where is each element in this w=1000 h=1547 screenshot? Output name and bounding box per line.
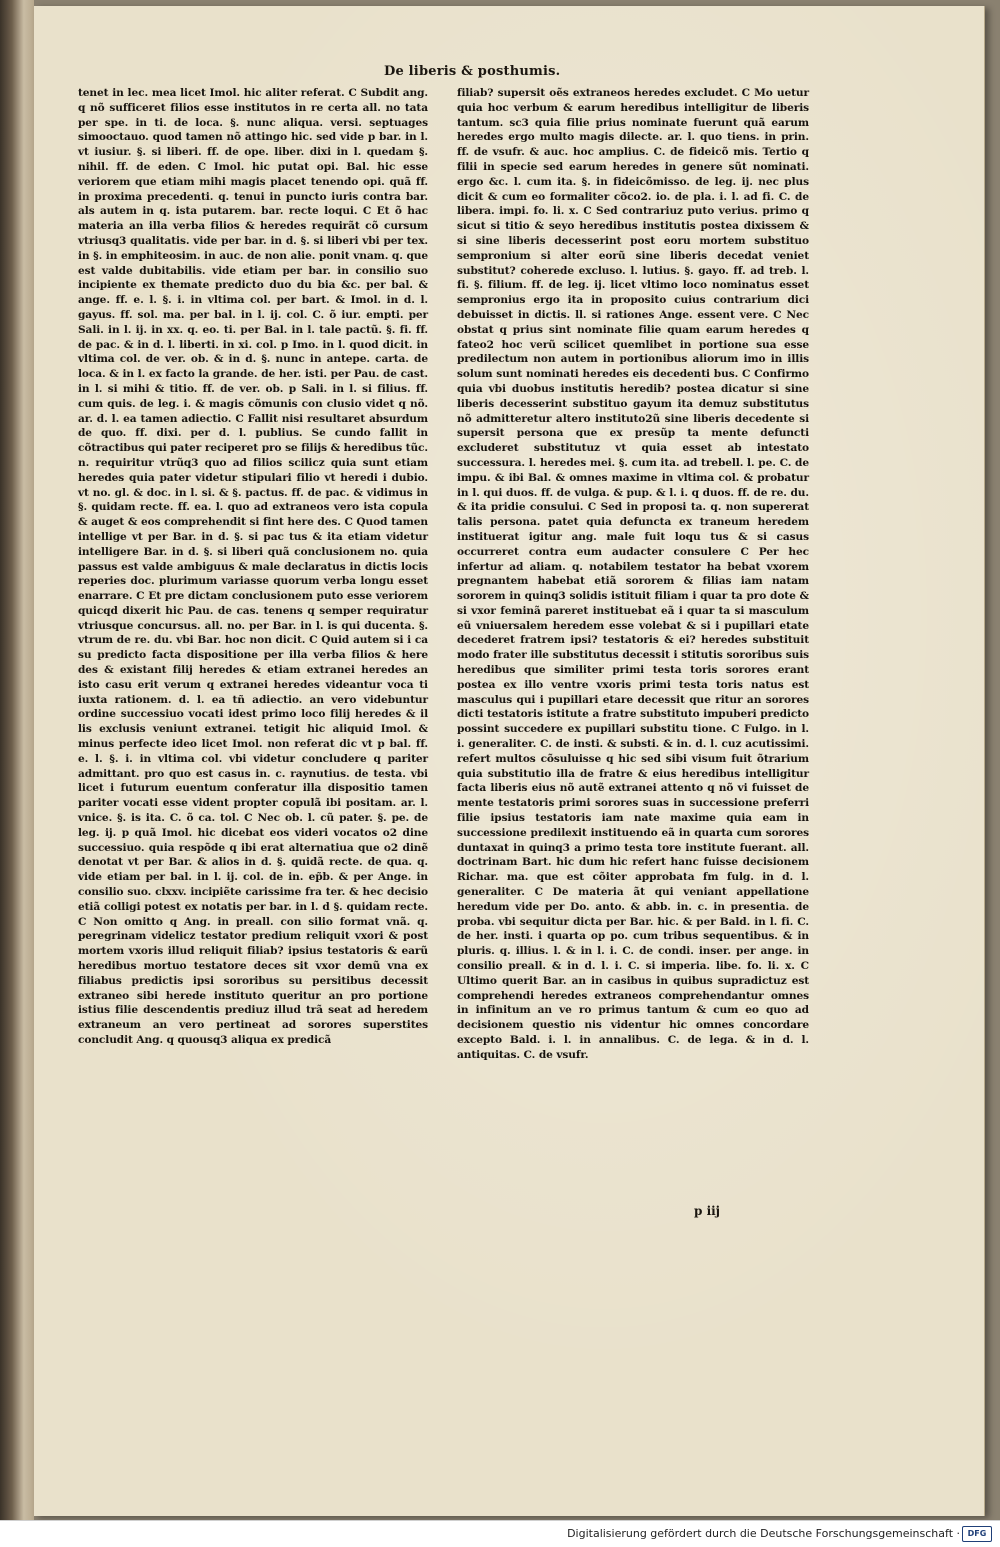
left-column-text: tenet in lec. mea licet Imol. hic aliter referat. C Subdit ang. q nõ sufficeret filios esse institutos in re certa all. no tata per spe. in ti. de loca. §. nunc aliqua. versi. septuages simooctauo. quod tamen nõ attingo hic. sed vide p bar. in l. vt iusiur. §. si liberi. ff. de ope. liber. dixi in l. quedam §. nihil. ff. de eden. C Imol. hic putat opi. Bal. hic esse veriorem que etiam mihi magis placet tenendo opi. quã ff. in proxima precedenti. q. tenui in puncto iuris contra bar. als autem in q. ista putarem. bar. recte loqui. C Et õ hac materia an illa verba filios & heredes requirãt cõ cursum vtriusq3 qualitatis. vide per bar. in d. §. si liberi vbi per tex. in §. in emphiteosim. in auc. de non alie. ponit vnam. q. que est valde dubitabilis. vide etiam per bar. in consilio suo incipiente ex themate predicto duo du bia &c. per bal. & ange. ff. e. l. §. i. in vltima col. per bart. & Imol. in d. l. gayus. ff. sol. ma. per bal. in l. ij. col. C. õ iur. empti. per Sali. in l. ij. in xx. q. eo. ti. per Bal. in l. tale pactũ. §. fi. ff. de pac. & in d. l. liberti. in xi. col. p Imo. in l. quod dicit. in vltima col. de ver. ob. & in d. §. nunc in antepe. carta. de loca. & in l. ex facto la grande. de her. isti. per Pau. de cast. in l. si mihi & titio. ff. de ver. ob. p Sali. in l. si filius. ff. cum quis. de leg. i. & magis cõmunis con clusio videt q nõ. ar. d. l. ea tamen adiectio. C Fallit nisi resultaret absurdum de quo. ff. dixi. per d. l. publius. Se cundo fallit in cõtractibus qui pater reciperet pro se filijs & heredibus tũc. n. requiritur vtrũq3 quo ad filios scilicz quia sunt etiam heredes quia pater videtur stipulari filio vt heredi i dubio. vt no. gl. & doc. in l. si. & §. pactus. ff. de pac. & vidimus in §. quidam recte. ff. ea. l. quo ad extraneos vero ista copula & auget & eos comprehendit si fint here des. C Quod tamen intellige vt per Bar. in d. §. si pac tus & ita etiam videtur intelligere Bar. in d. §. si liberi quã conclusionem no. quia passus est valde ambiguus & male declaratus in dictis locis reperies doc. plurimum variasse quorum verba longu esset enarrare. C Et pre dictam conclusionem puto esse veriorem quicqd dixerit hic Pau. de cas. tenens q semper requiratur vtriusque concursus. all. no. per Bar. in l. is qui ducenta. §. vtrum de re. du. vbi Bar. hoc non dicit. C Quid autem si i ca su predicto facta dispositione per illa verba filios & here des & existant filij heredes & etiam extranei heredes an isto casu erit verum q extranei heredes videantur voca ti iuxta rationem. d. l. ea tñ adiectio. an vero videbuntur ordine successiuo vocati idest primo loco filij heredes & il lis exclusis veniunt extranei. tetigit hic aliquid Imol. & minus perfecte ideo licet Imol. non referat dic vt p bal. ff. e. l. §. i. in vltima col. vbi videtur concludere q pariter admittant. pro quo est casus in. c. raynutius. de testa. vbi licet i futurum euentum conferatur illa dispositio tamen pariter vocati esse vident propter copulã ibi positam. ar. l. vnice. §. is ita. C. õ ca. tol. C Nec ob. l. cũ pater. §. pe. de leg. ij. p quã Imol. hic dicebat eos videri vocatos o2 dine successiuo. quia respõde q ibi erat alternatiua que o2 dinẽ denotat vt per Bar. & alios in d. §. quidã recte. de qua. q. vide etiam per bal. in l. ij. col. de in. ep̃b. & per Ange. in consilio suo. clxxv. incipiẽte carissime fra ter. & hec decisio etiã colligi potest ex notatis per bar. in l. d §. quidam recte. C Non omitto q Ang. in preall. con silio format vnã. q. peregrinam videlicz testator predium reliquit vxori & post mortem vxoris illud reliquit filiab? ipsius testatoris & earũ heredibus mortuo testatore deces sit vxor demũ vna ex filiabus predictis ipsi sororibus su persitibus decessit extraneo sibi herede instituto queritur an pro portione istius filie descendentis prediuz illud trã seat ad heredem extraneum an vero pertineat ad sorores superstites concludit Ang. q quousq3 aliqua ex predicã <box>78 87 428 1046</box>
signature-mark: p iij <box>694 1204 721 1218</box>
running-header: De liberis & posthumis. <box>384 64 561 79</box>
book-spine-edge <box>0 0 34 1520</box>
digitization-footer <box>0 1520 1000 1547</box>
right-column-text: filiab? supersit oẽs extraneos heredes excludet. C Mo uetur quia hoc verbum & earum heredibus intelligitur de liberis tantum. sc3 quia filie prius nominate fuerunt quã earum heredes ergo multo magis dilecte. ar. l. quo tiens. in prin. ff. de vsufr. & auc. hoc amplius. C. de fideicõ mis. Tertio q filii in specie sed earum heredes in genere sũt nominati. ergo &c. l. cum ita. §. in fideicõmisso. de leg. ij. nec plus dicit & cum eo formaliter cõco2. io. de pla. i. l. ad fi. C. de libera. impi. fo. li. x. C Sed contrariuz puto verius. primo q sicut si titio & seyo heredibus institutis postea dixissem & si sine liberis decesserint post eoru mortem substituo sempronium si alter eorũ sine liberis decedat veniet substitut? coherede excluso. l. lutius. §. gayo. ff. ad treb. l. fi. §. filium. ff. de leg. ij. licet vltimo loco nominatus esset sempronius ergo ita in proposito cuius contrarium dici debuisset in dictis. ll. si rationes Ange. essent vere. C Nec obstat q prius sint nominate filie quam earum heredes q fateo2 hoc verũ scilicet quemlibet in portione sua esse predilectum non autem in portionibus aliorum imo in illis solum sunt nominati heredes eis decedenti bus. C Confirmo quia vbi duobus institutis heredib? postea dicatur si sine liberis decesserint substituo gayum ita demuz substitutus nõ admitteretur altero instituto2ũ sine liberis decedente si supersit persona que ex presũp ta mente defuncti excluderet substitutuz vt quia esset ab intestato successura. l. heredes mei. §. cum ita. ad trebell. l. pe. C. de impu. & ibi Bal. & omnes maxime in vltima col. & probatur in l. qui duos. ff. de vulga. & pup. & l. i. q duos. ff. de re. du. & ita pridie consului. C Sed in proposi ta. q. non supererat talis persona. patet quia defuncta ex traneum heredem instituerat igitur ang. male fuit loqu tus & si casus occurreret contra eum audacter consulere C Per hec infertur ad aliam. q. notabilem testator ha bebat vxorem pregnantem habebat etiã sororem & filias iam natam sororem in quinq3 solidis istituit filiam i quar ta pro dote & si vxor feminã pareret instituebat eã i quar ta si masculum eũ vniuersalem heredem esse volebat & si i pupillari etate decederet fratrem ipsi? testatoris & ei? heredes substituit modo frater ille substitutus decessit i stitutis sororibus suis heredibus que similiter primi testa toris sorores erant postea ex illo ventre vxoris primi testa toris natus est masculus qui i pupillari etare decessit que ritur an sorores dicti testatoris istitute a fratre substituto impuberi predicto possint succedere ex pupillari substitu tione. C Fulgo. in l. i. generaliter. C. de insti. & substi. & in. d. l. cuz acutissimi. refert multos cõsuluisse q hic sed sibi visum fuit õtrarium quia substitutio illa de fratre & eius heredibus intelligitur facta liberis eius nõ autẽ extranei attento q nõ vi fuisset de mente testatoris primi sorores suas in successione preferri filie ipsius testatoris iam nate maxime quia eam in successione predilexit instituendo eã in quarta cum sorores duntaxat in quinq3 a primo testa tore institute fuerant. all. doctrinam Bart. hic dum hic refert hanc fuisse decisionem Richar. ma. que est cõiter approbata fm fulg. in d. l. generaliter. C De materia ãt qui veniant appellatione heredum vide per Do. anto. & abb. in. c. in presentia. de proba. vbi sequitur dicta per Bar. hic. & per Bald. in l. fi. C. de her. insti. i quarta op po. cum tribus sequentibus. & in pluris. q. illius. l. & in l. i. C. de condi. inser. per ange. in consilio preall. & in d. l. i. C. si imperia. libe. fo. li. x. C Ultimo querit Bar. an in casibus in quibus supradictuz est comprehendi heredes extraneos comprehendantur omnes in infinitum an ve ro primus tantum & cum eo quo ad decisionem questio nis videntur hic omnes concordare excepto Bald. i. l. in annalibus. C. de lega. & in d. l. antiquitas. C. de vsufr. <box>457 87 809 1061</box>
dfg-logo-icon: DFG <box>962 1526 992 1542</box>
right-text-column <box>457 86 809 1063</box>
funding-credit: Digitalisierung gefördert durch die Deutsche Forschungsgemeinschaft · <box>567 1527 960 1540</box>
left-text-column <box>78 86 428 1048</box>
book-page <box>34 6 985 1516</box>
